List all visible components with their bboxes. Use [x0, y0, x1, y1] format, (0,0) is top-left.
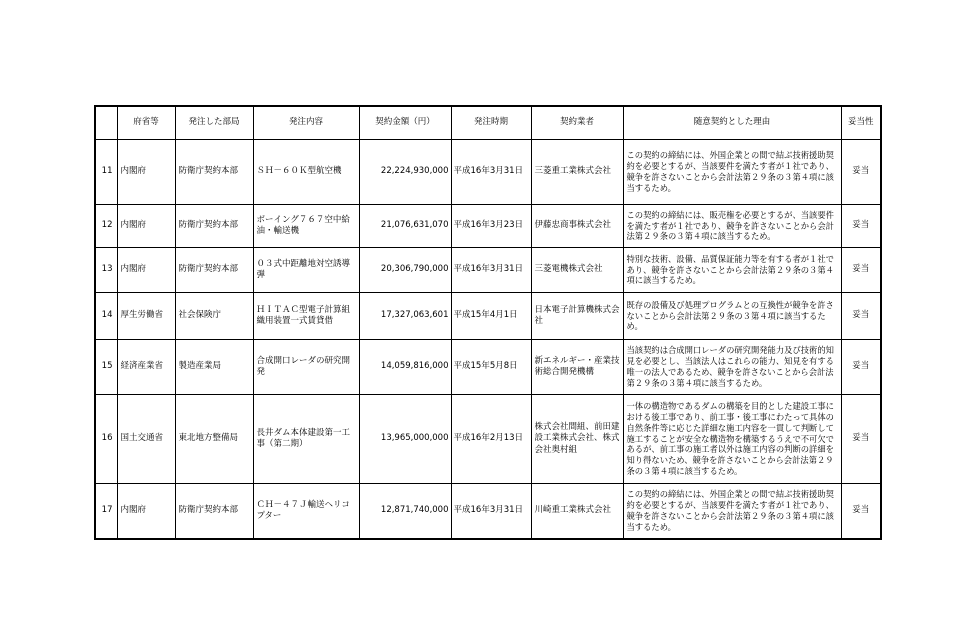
header-row — [95, 106, 881, 140]
row-content: ０３式中距離地対空誘導弾 — [253, 248, 359, 293]
row-ministry: 内閣府 — [117, 140, 175, 205]
row-amount: 21,076,631,070 — [359, 205, 451, 248]
row-date: 平成15年5月8日 — [451, 340, 531, 395]
header-content: 発注内容 — [253, 106, 359, 140]
header-department: 発注した部局 — [175, 106, 253, 140]
row-number: 15 — [95, 340, 117, 395]
row-ministry: 厚生労働省 — [117, 293, 175, 340]
row-amount: 12,871,740,000 — [359, 484, 451, 540]
row-date: 平成15年4月1日 — [451, 293, 531, 340]
row-reason: 既存の設備及び処理プログラムとの互換性が競争を許さないことから会計法第２９条の３第４項に該当するため。 — [623, 293, 841, 340]
header-contractor: 契約業者 — [531, 106, 623, 140]
row-number: 14 — [95, 293, 117, 340]
row-department: 社会保険庁 — [175, 293, 253, 340]
row-amount: 17,327,063,601 — [359, 293, 451, 340]
header-amount: 契約金額（円） — [359, 106, 451, 140]
table-row — [95, 293, 881, 340]
row-contractor: 日本電子計算機株式会社 — [531, 293, 623, 340]
row-date: 平成16年3月31日 — [451, 140, 531, 205]
row-date: 平成16年3月31日 — [451, 248, 531, 293]
row-contractor: 株式会社間組、前田建設工業株式会社、株式会社奥村組 — [531, 395, 623, 484]
row-content: ボーイング７６７空中給油・輸送機 — [253, 205, 359, 248]
header-reason: 随意契約とした理由 — [623, 106, 841, 140]
row-department: 防衛庁契約本部 — [175, 140, 253, 205]
contract-table-sheet — [94, 105, 880, 540]
row-number: 17 — [95, 484, 117, 540]
row-date: 平成16年3月31日 — [451, 484, 531, 540]
row-contractor: 川崎重工業株式会社 — [531, 484, 623, 540]
row-amount: 20,306,790,000 — [359, 248, 451, 293]
row-number: 11 — [95, 140, 117, 205]
row-ministry: 国土交通省 — [117, 395, 175, 484]
row-ministry: 内閣府 — [117, 248, 175, 293]
row-validity: 妥当 — [841, 293, 881, 340]
table-row — [95, 248, 881, 293]
row-department: 防衛庁契約本部 — [175, 484, 253, 540]
row-content: ＣＨ－４７Ｊ輸送ヘリコプター — [253, 484, 359, 540]
row-content: 合成開口レーダの研究開発 — [253, 340, 359, 395]
row-department: 製造産業局 — [175, 340, 253, 395]
row-date: 平成16年2月13日 — [451, 395, 531, 484]
table-row — [95, 205, 881, 248]
row-reason: この契約の締結には、販売権を必要とするが、当該要件を満たす者が１社であり、競争を許さないことから会計法第２９条の３第４項に該当するため。 — [623, 205, 841, 248]
table-row — [95, 395, 881, 484]
row-department: 防衛庁契約本部 — [175, 205, 253, 248]
row-content: 長井ダム本体建設第一工事（第二期） — [253, 395, 359, 484]
row-number: 13 — [95, 248, 117, 293]
row-department: 防衛庁契約本部 — [175, 248, 253, 293]
row-contractor: 三菱電機株式会社 — [531, 248, 623, 293]
row-reason: この契約の締結には、外国企業との間で結ぶ技術援助契約を必要とするが、当該要件を満たす者が１社であり、競争を許さないことから会計法第２９条の３第４項に該当するため。 — [623, 484, 841, 540]
table-row — [95, 484, 881, 540]
row-reason: 特別な技術、設備、品質保証能力等を有する者が１社であり、競争を許さないことから会計法第２９条の３第４項に該当するため。 — [623, 248, 841, 293]
row-date: 平成16年3月23日 — [451, 205, 531, 248]
row-validity: 妥当 — [841, 484, 881, 540]
row-amount: 13,965,000,000 — [359, 395, 451, 484]
row-ministry: 内閣府 — [117, 484, 175, 540]
header-date: 発注時期 — [451, 106, 531, 140]
table-row — [95, 340, 881, 395]
row-amount: 22,224,930,000 — [359, 140, 451, 205]
row-reason: 一体の構造物であるダムの構築を目的とした建設工事における後工事であり、前工事・後工事にわたって具体の自然条件等に応じた詳細な施工内容を一貫して判断して施工することが安全な構造物を構築するうえで不可欠であるが、前工事の施工者以外は施工内容の判断の詳細を知り得ないため、競争を許さないことから会計法第２９条の３第４項に該当するため。 — [623, 395, 841, 484]
row-validity: 妥当 — [841, 395, 881, 484]
row-validity: 妥当 — [841, 248, 881, 293]
row-content: ＳＨ－６０Ｋ型航空機 — [253, 140, 359, 205]
row-reason: 当該契約は合成開口レーダの研究開発能力及び技術的知見を必要とし、当該法人はこれらの能力、知見を有する唯一の法人であるため、競争を許さないことから会計法第２９条の３第４項に該当するため。 — [623, 340, 841, 395]
row-validity: 妥当 — [841, 140, 881, 205]
header-no — [95, 106, 117, 140]
row-reason: この契約の締結には、外国企業との間で結ぶ技術援助契約を必要とするが、当該要件を満たす者が１社であり、競争を許さないことから会計法第２９条の３第４項に該当するため。 — [623, 140, 841, 205]
header-ministry: 府省等 — [117, 106, 175, 140]
row-contractor: 伊藤忠商事株式会社 — [531, 205, 623, 248]
header-validity: 妥当性 — [841, 106, 881, 140]
row-contractor: 新エネルギー・産業技術総合開発機構 — [531, 340, 623, 395]
row-ministry: 経済産業省 — [117, 340, 175, 395]
row-content: ＨＩＴＡＣ型電子計算組織用装置一式賃貸借 — [253, 293, 359, 340]
row-number: 16 — [95, 395, 117, 484]
row-number: 12 — [95, 205, 117, 248]
row-amount: 14,059,816,000 — [359, 340, 451, 395]
contract-table — [94, 105, 882, 540]
row-contractor: 三菱重工業株式会社 — [531, 140, 623, 205]
table-row — [95, 140, 881, 205]
row-ministry: 内閣府 — [117, 205, 175, 248]
row-department: 東北地方整備局 — [175, 395, 253, 484]
row-validity: 妥当 — [841, 205, 881, 248]
row-validity: 妥当 — [841, 340, 881, 395]
